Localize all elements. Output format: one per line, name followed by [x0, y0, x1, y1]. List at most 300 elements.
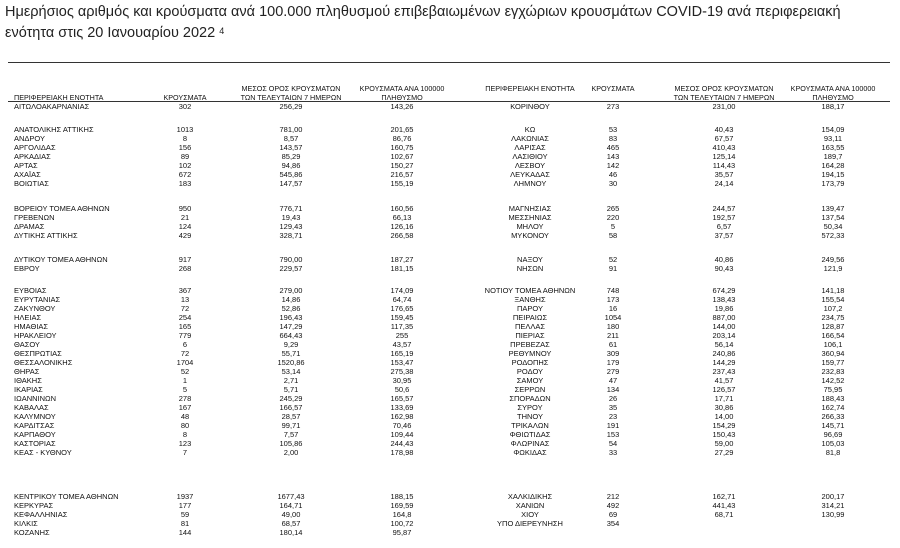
right-cell-avg7: 19,86 [714, 304, 734, 313]
right-cell-per100k: 154,09 [821, 125, 845, 134]
right-cell-per100k: 142,52 [821, 376, 845, 385]
right-cell-cases: 142 [606, 161, 620, 170]
right-cell-per100k: 137,54 [821, 213, 845, 222]
left-cell-cases: 13 [180, 295, 190, 304]
left-cell-cases: 1 [182, 376, 188, 385]
right-cell-avg7: 231,00 [712, 102, 736, 111]
left-cell-avg7: 256,29 [279, 102, 303, 111]
left-cell-cases: 779 [178, 331, 192, 340]
right-cell-avg7: 41,57 [714, 376, 734, 385]
right-cell-avg7: 237,43 [712, 367, 736, 376]
left-cell-cases: 183 [178, 179, 192, 188]
right-cell-cases: 134 [606, 385, 620, 394]
right-cell-region: ΠΡΕΒΕΖΑΣ [510, 340, 550, 349]
right-cell-avg7: 90,43 [714, 264, 734, 273]
right-cell-avg7: 126,57 [712, 385, 736, 394]
right-cell-region: ΛΗΜΝΟΥ [513, 179, 547, 188]
right-cell-region: ΝΟΤΙΟΥ ΤΟΜΕΑ ΑΘΗΝΩΝ [484, 286, 576, 295]
left-cell-avg7: 164,71 [279, 501, 303, 510]
left-cell-region: ΘΕΣΠΡΩΤΙΑΣ [14, 349, 62, 358]
left-cell-avg7: 7,57 [283, 430, 299, 439]
left-cell-region: ΘΗΡΑΣ [14, 367, 40, 376]
right-cell-avg7: 37,57 [714, 231, 734, 240]
left-cell-per100k: 162,98 [390, 412, 414, 421]
right-cell-region: ΤΡΙΚΑΛΩΝ [511, 421, 549, 430]
left-cell-per100k: 181,15 [390, 264, 414, 273]
left-cell-region: ΘΕΣΣΑΛΟΝΙΚΗΣ [14, 358, 73, 367]
right-cell-region: ΜΥΚΟΝΟΥ [511, 231, 549, 240]
left-cell-avg7: 279,00 [279, 286, 303, 295]
left-cell-avg7: 328,71 [279, 231, 303, 240]
right-cell-cases: 33 [608, 448, 618, 457]
left-cell-region: ΚΟΖΑΝΗΣ [14, 528, 50, 537]
left-cell-per100k: 126,16 [390, 222, 414, 231]
right-cell-cases: 279 [606, 367, 620, 376]
left-cell-avg7: 196,43 [279, 313, 303, 322]
left-cell-region: ΘΑΣΟΥ [14, 340, 40, 349]
right-cell-cases: 35 [608, 403, 618, 412]
right-cell-per100k: 75,95 [823, 385, 843, 394]
left-cell-region: ΙΚΑΡΙΑΣ [14, 385, 43, 394]
right-cell-region: ΦΘΙΩΤΙΔΑΣ [509, 430, 551, 439]
left-cell-per100k: 64,74 [392, 295, 412, 304]
right-cell-cases: 5 [610, 222, 616, 231]
left-cell-per100k: 188,15 [390, 492, 414, 501]
left-cell-region: ΕΥΒΟΙΑΣ [14, 286, 47, 295]
right-cell-region: ΛΑΣΙΘΙΟΥ [512, 152, 548, 161]
left-cell-per100k: 102,67 [390, 152, 414, 161]
left-cell-avg7: 781,00 [279, 125, 303, 134]
left-cell-per100k: 95,87 [392, 528, 412, 537]
right-cell-avg7: 40,43 [714, 125, 734, 134]
left-cell-cases: 8 [182, 134, 188, 143]
right-cell-per100k: 232,83 [821, 367, 845, 376]
right-cell-region: ΡΟΔΟΥ [516, 367, 544, 376]
left-cell-cases: 80 [180, 421, 190, 430]
left-cell-per100k: 43,57 [392, 340, 412, 349]
right-cell-cases: 173 [606, 295, 620, 304]
right-cell-region: ΡΟΔΟΠΗΣ [511, 358, 549, 367]
left-cell-region: ΚΙΛΚΙΣ [14, 519, 38, 528]
left-cell-per100k: 159,45 [390, 313, 414, 322]
left-cell-avg7: 2,00 [283, 448, 299, 457]
left-cell-per100k: 153,47 [390, 358, 414, 367]
left-cell-avg7: 85,29 [281, 152, 301, 161]
right-cell-avg7: 162,71 [712, 492, 736, 501]
left-cell-avg7: 55,71 [281, 349, 301, 358]
right-cell-cases: 354 [606, 519, 620, 528]
right-cell-cases: 83 [608, 134, 618, 143]
left-cell-region: ΒΟΡΕΙΟΥ ΤΟΜΕΑ ΑΘΗΝΩΝ [14, 204, 110, 213]
right-cell-avg7: 17,71 [714, 394, 734, 403]
left-cell-per100k: 86,76 [392, 134, 412, 143]
left-cell-region: ΑΧΑΪΑΣ [14, 170, 41, 179]
left-cell-per100k: 165,19 [390, 349, 414, 358]
right-cell-per100k: 249,56 [821, 255, 845, 264]
left-cell-avg7: 2,71 [283, 376, 299, 385]
left-cell-avg7: 53,14 [281, 367, 301, 376]
left-cell-per100k: 216,57 [390, 170, 414, 179]
left-cell-cases: 429 [178, 231, 192, 240]
right-cell-cases: 179 [606, 358, 620, 367]
right-cell-region: ΚΩ [524, 125, 536, 134]
right-cell-cases: 153 [606, 430, 620, 439]
left-cell-region: ΕΒΡΟΥ [14, 264, 40, 273]
left-cell-cases: 6 [182, 340, 188, 349]
left-cell-avg7: 776,71 [279, 204, 303, 213]
left-header-avg7-line1: ΜΕΣΟΣ ΟΡΟΣ ΚΡΟΥΣΜΑΤΩΝ [241, 84, 341, 93]
left-cell-cases: 167 [178, 403, 192, 412]
left-cell-cases: 1937 [176, 492, 194, 501]
right-header-avg7-line1: ΜΕΣΟΣ ΟΡΟΣ ΚΡΟΥΣΜΑΤΩΝ [674, 84, 774, 93]
left-cell-cases: 5 [182, 385, 188, 394]
right-cell-cases: 69 [608, 510, 618, 519]
left-cell-per100k: 165,57 [390, 394, 414, 403]
left-cell-cases: 72 [180, 304, 190, 313]
left-cell-region: ΚΕΝΤΡΙΚΟΥ ΤΟΜΕΑ ΑΘΗΝΩΝ [14, 492, 119, 501]
right-cell-per100k: 50,34 [823, 222, 843, 231]
right-cell-avg7: 24,14 [714, 179, 734, 188]
left-header-cases: ΚΡΟΥΣΜΑΤΑ [163, 93, 207, 102]
left-cell-cases: 917 [178, 255, 192, 264]
right-cell-per100k: 163,55 [821, 143, 845, 152]
left-cell-region: ΗΡΑΚΛΕΙΟΥ [14, 331, 57, 340]
left-header-per100k-line2: ΠΛΗΘΥΣΜΟ [381, 93, 423, 102]
right-cell-cases: 220 [606, 213, 620, 222]
left-cell-region: ΚΑΡΔΙΤΣΑΣ [14, 421, 55, 430]
right-cell-avg7: 887,00 [712, 313, 736, 322]
left-cell-per100k: 100,72 [390, 519, 414, 528]
right-cell-avg7: 244,57 [712, 204, 736, 213]
right-cell-avg7: 154,29 [712, 421, 736, 430]
left-cell-per100k: 30,95 [392, 376, 412, 385]
right-cell-region: ΡΕΘΥΜΝΟΥ [508, 349, 552, 358]
right-cell-cases: 143 [606, 152, 620, 161]
left-cell-avg7: 49,00 [281, 510, 301, 519]
right-cell-region: ΥΠΟ ΔΙΕΡΕΥΝΗΣΗ [497, 519, 563, 528]
left-cell-per100k: 164,8 [392, 510, 412, 519]
right-cell-region: ΛΕΣΒΟΥ [514, 161, 546, 170]
right-cell-avg7: 144,29 [712, 358, 736, 367]
right-cell-cases: 26 [608, 394, 618, 403]
right-cell-cases: 211 [607, 331, 619, 340]
right-cell-region: ΛΑΡΙΣΑΣ [514, 143, 546, 152]
right-cell-avg7: 150,43 [712, 430, 736, 439]
right-cell-per100k: 107,2 [823, 304, 843, 313]
left-cell-region: ΑΡΤΑΣ [14, 161, 38, 170]
left-cell-avg7: 99,71 [281, 421, 301, 430]
left-cell-cases: 123 [178, 439, 192, 448]
right-cell-per100k: 166,54 [821, 331, 845, 340]
right-cell-per100k: 96,69 [823, 430, 843, 439]
right-cell-region: ΤΗΝΟΥ [516, 412, 543, 421]
left-cell-region: ΔΥΤΙΚΟΥ ΤΟΜΕΑ ΑΘΗΝΩΝ [14, 255, 108, 264]
left-cell-cases: 268 [178, 264, 192, 273]
right-cell-avg7: 441,43 [712, 501, 736, 510]
right-cell-avg7: 6,57 [716, 222, 732, 231]
right-cell-region: ΠΑΡΟΥ [516, 304, 543, 313]
right-cell-per100k: 189,7 [823, 152, 843, 161]
right-cell-cases: 191 [606, 421, 620, 430]
left-cell-cases: 7 [182, 448, 188, 457]
right-cell-avg7: 35,57 [714, 170, 734, 179]
right-cell-cases: 53 [608, 125, 618, 134]
right-header-avg7-line2: ΤΩΝ ΤΕΛΕΥΤΑΙΩΝ 7 ΗΜΕΡΩΝ [673, 93, 775, 102]
left-cell-region: ΔΥΤΙΚΗΣ ΑΤΤΙΚΗΣ [14, 231, 78, 240]
right-cell-region: ΦΛΩΡΙΝΑΣ [510, 439, 550, 448]
right-cell-region: ΣΠΟΡΑΔΩΝ [509, 394, 551, 403]
right-cell-cases: 309 [606, 349, 620, 358]
right-cell-avg7: 40,86 [714, 255, 734, 264]
left-cell-cases: 1013 [176, 125, 194, 134]
left-cell-avg7: 8,57 [283, 134, 299, 143]
left-cell-cases: 144 [178, 528, 192, 537]
right-cell-avg7: 68,71 [714, 510, 734, 519]
left-cell-per100k: 160,56 [390, 204, 414, 213]
left-cell-region: ΚΕΦΑΛΛΗΝΙΑΣ [14, 510, 68, 519]
left-cell-avg7: 1520,86 [277, 358, 305, 367]
title-text: Ημερήσιος αριθμός και κρούσματα ανά 100.000 πληθυσμού επιβεβαιωμένων εγχώριων κρουσμάτων COVID-19 ανά περιφερειακή ενότητα στις 20 Ιανουαρίου 2022 [5, 4, 841, 41]
left-cell-region: ΗΜΑΘΙΑΣ [14, 322, 49, 331]
right-cell-per100k: 155,54 [821, 295, 845, 304]
right-cell-region: ΠΙΕΡΙΑΣ [515, 331, 545, 340]
right-cell-cases: 54 [608, 439, 618, 448]
left-cell-cases: 89 [180, 152, 190, 161]
left-cell-avg7: 5,71 [283, 385, 299, 394]
left-cell-per100k: 117,35 [390, 322, 414, 331]
right-cell-per100k: 162,74 [821, 403, 845, 412]
left-cell-per100k: 169,59 [390, 501, 414, 510]
left-cell-region: ΕΥΡΥΤΑΝΙΑΣ [14, 295, 61, 304]
right-cell-cases: 52 [608, 255, 618, 264]
right-cell-avg7: 59,00 [714, 439, 734, 448]
right-cell-per100k: 130,99 [821, 510, 845, 519]
right-cell-per100k: 141,18 [821, 286, 845, 295]
right-cell-per100k: 139,47 [821, 204, 845, 213]
left-cell-cases: 672 [178, 170, 192, 179]
right-cell-cases: 46 [608, 170, 618, 179]
right-cell-per100k: 93,11 [823, 134, 843, 143]
right-cell-cases: 16 [608, 304, 618, 313]
right-cell-avg7: 144,00 [712, 322, 736, 331]
right-cell-region: ΚΟΡΙΝΘΟΥ [510, 102, 550, 111]
left-cell-region: ΖΑΚΥΝΘΟΥ [14, 304, 56, 313]
left-cell-cases: 367 [178, 286, 192, 295]
right-cell-avg7: 27,29 [714, 448, 734, 457]
left-cell-avg7: 19,43 [281, 213, 301, 222]
left-cell-per100k: 133,69 [390, 403, 414, 412]
left-cell-region: ΑΝΑΤΟΛΙΚΗΣ ΑΤΤΙΚΗΣ [14, 125, 94, 134]
left-cell-avg7: 9,29 [283, 340, 299, 349]
right-cell-per100k: 173,79 [821, 179, 845, 188]
left-cell-avg7: 147,57 [279, 179, 303, 188]
left-cell-region: ΑΝΔΡΟΥ [14, 134, 46, 143]
left-cell-cases: 1704 [176, 358, 194, 367]
right-cell-region: ΜΗΛΟΥ [516, 222, 544, 231]
right-cell-cases: 748 [606, 286, 620, 295]
right-cell-region: ΞΑΝΘΗΣ [514, 295, 546, 304]
right-cell-region: ΣΑΜΟΥ [516, 376, 544, 385]
left-header-avg7-line2: ΤΩΝ ΤΕΛΕΥΤΑΙΩΝ 7 ΗΜΕΡΩΝ [240, 93, 342, 102]
right-cell-per100k: 572,33 [821, 231, 845, 240]
left-cell-avg7: 245,29 [279, 394, 303, 403]
right-cell-region: ΧΑΝΙΩΝ [515, 501, 545, 510]
right-cell-avg7: 203,14 [712, 331, 736, 340]
left-cell-per100k: 178,98 [390, 448, 414, 457]
left-cell-per100k: 266,58 [390, 231, 414, 240]
right-cell-region: ΜΕΣΣΗΝΙΑΣ [508, 213, 552, 222]
right-cell-per100k: 145,71 [821, 421, 845, 430]
right-cell-region: ΛΕΥΚΑΔΑΣ [510, 170, 550, 179]
left-cell-per100k: 150,27 [390, 161, 414, 170]
right-cell-region: ΠΕΙΡΑΙΩΣ [512, 313, 548, 322]
right-cell-avg7: 56,14 [714, 340, 734, 349]
right-cell-avg7: 30,86 [714, 403, 734, 412]
right-cell-per100k: 360,94 [821, 349, 845, 358]
left-cell-avg7: 147,29 [279, 322, 303, 331]
left-cell-cases: 48 [180, 412, 190, 421]
right-header-per100k-line2: ΠΛΗΘΥΣΜΟ [812, 93, 854, 102]
right-cell-avg7 [655, 519, 793, 528]
right-cell-per100k: 128,87 [821, 322, 845, 331]
left-cell-cases: 72 [180, 349, 190, 358]
left-header-region: ΠΕΡΙΦΕΡΕΙΑΚΗ ΕΝΟΤΗΤΑ [14, 93, 104, 102]
right-cell-cases: 492 [606, 501, 620, 510]
right-cell-avg7: 192,57 [712, 213, 736, 222]
right-cell-cases: 273 [606, 102, 620, 111]
left-cell-region: ΚΑΣΤΟΡΙΑΣ [14, 439, 56, 448]
left-cell-avg7: 229,57 [279, 264, 303, 273]
right-cell-region: ΣΕΡΡΩΝ [514, 385, 546, 394]
left-cell-avg7: 52,86 [281, 304, 301, 313]
left-cell-avg7: 143,57 [279, 143, 303, 152]
left-cell-cases: 8 [182, 430, 188, 439]
left-cell-cases: 21 [180, 213, 190, 222]
right-cell-per100k: 234,75 [821, 313, 845, 322]
left-cell-region: ΙΩΑΝΝΙΝΩΝ [14, 394, 57, 403]
left-cell-cases: 81 [180, 519, 190, 528]
left-cell-region: ΗΛΕΙΑΣ [14, 313, 42, 322]
right-cell-per100k [778, 519, 888, 528]
right-cell-per100k: 194,15 [821, 170, 845, 179]
right-cell-per100k: 106,1 [823, 340, 843, 349]
right-cell-per100k: 188,17 [821, 102, 845, 111]
left-cell-per100k: 176,65 [390, 304, 414, 313]
right-cell-avg7: 674,29 [712, 286, 736, 295]
right-cell-region: ΧΑΛΚΙΔΙΚΗΣ [507, 492, 553, 501]
left-cell-per100k: 255 [395, 331, 409, 340]
left-cell-per100k: 66,13 [392, 213, 412, 222]
right-cell-region: ΜΑΓΝΗΣΙΑΣ [508, 204, 552, 213]
left-cell-cases: 950 [178, 204, 192, 213]
right-cell-per100k: 314,21 [821, 501, 845, 510]
right-cell-avg7: 138,43 [712, 295, 736, 304]
left-cell-avg7: 94,86 [281, 161, 301, 170]
left-cell-per100k: 50,6 [394, 385, 410, 394]
left-cell-cases: 177 [178, 501, 192, 510]
right-cell-avg7: 410,43 [712, 143, 736, 152]
right-cell-cases: 1054 [604, 313, 622, 322]
left-cell-per100k: 174,09 [390, 286, 414, 295]
left-cell-cases: 59 [180, 510, 190, 519]
right-cell-per100k: 121,9 [823, 264, 843, 273]
left-cell-avg7: 180,14 [279, 528, 303, 537]
left-cell-avg7: 1677,43 [277, 492, 305, 501]
left-cell-region: ΓΡΕΒΕΝΩΝ [14, 213, 55, 222]
right-cell-cases: 58 [608, 231, 618, 240]
document-title [5, 2, 885, 44]
right-cell-region: ΠΕΛΛΑΣ [514, 322, 546, 331]
left-cell-cases: 254 [178, 313, 192, 322]
left-cell-per100k: 160,75 [390, 143, 414, 152]
left-cell-avg7: 105,86 [279, 439, 303, 448]
left-cell-avg7: 28,57 [281, 412, 301, 421]
right-cell-cases: 465 [606, 143, 620, 152]
left-cell-cases: 156 [178, 143, 192, 152]
table-top-rule [8, 62, 890, 63]
right-cell-cases: 180 [606, 322, 620, 331]
left-cell-avg7: 545,86 [279, 170, 303, 179]
right-cell-avg7: 125,14 [712, 152, 736, 161]
left-cell-region: ΚΕΑΣ - ΚΥΘΝΟΥ [14, 448, 72, 457]
right-cell-region: ΣΥΡΟΥ [517, 403, 543, 412]
left-cell-avg7: 790,00 [279, 255, 303, 264]
left-cell-per100k: 109,44 [390, 430, 414, 439]
right-cell-region: ΦΩΚΙΔΑΣ [513, 448, 547, 457]
title-footnote: 4 [219, 26, 225, 36]
left-cell-per100k: 70,46 [392, 421, 412, 430]
right-cell-cases: 61 [608, 340, 618, 349]
left-cell-region: ΚΑΡΠΑΘΟΥ [14, 430, 56, 439]
right-cell-avg7: 14,00 [714, 412, 734, 421]
right-cell-cases: 91 [608, 264, 618, 273]
right-cell-per100k: 81,8 [825, 448, 841, 457]
left-cell-cases: 165 [178, 322, 192, 331]
left-cell-cases: 52 [180, 367, 190, 376]
left-cell-region: ΑΙΤΩΛΟΑΚΑΡΝΑΝΙΑΣ [14, 102, 90, 111]
right-cell-cases: 30 [608, 179, 618, 188]
left-cell-avg7: 129,43 [279, 222, 303, 231]
left-cell-region: ΙΘΑΚΗΣ [14, 376, 42, 385]
left-cell-region: ΑΡΚΑΔΙΑΣ [14, 152, 51, 161]
left-cell-avg7: 14,86 [281, 295, 301, 304]
right-cell-per100k: 200,17 [821, 492, 845, 501]
right-cell-cases: 47 [608, 376, 618, 385]
right-header-region: ΠΕΡΙΦΕΡΕΙΑΚΗ ΕΝΟΤΗΤΑ [485, 84, 575, 93]
left-cell-region: ΚΑΒΑΛΑΣ [14, 403, 49, 412]
right-cell-cases: 23 [608, 412, 618, 421]
left-cell-region: ΚΑΛΥΜΝΟΥ [14, 412, 56, 421]
left-header-per100k-line1: ΚΡΟΥΣΜΑΤΑ ΑΝΑ 100000 [359, 84, 445, 93]
left-cell-cases: 278 [178, 394, 192, 403]
right-cell-region: ΧΙΟΥ [521, 510, 539, 519]
left-cell-per100k: 155,19 [390, 179, 414, 188]
left-cell-cases: 124 [178, 222, 192, 231]
left-cell-per100k: 187,27 [390, 255, 414, 264]
right-cell-per100k: 105,03 [821, 439, 845, 448]
right-cell-region: ΛΑΚΩΝΙΑΣ [511, 134, 549, 143]
right-cell-avg7: 240,86 [712, 349, 736, 358]
right-header-cases: ΚΡΟΥΣΜΑΤΑ [591, 84, 635, 93]
left-cell-cases: 302 [178, 102, 192, 111]
left-cell-avg7: 166,57 [279, 403, 303, 412]
right-header-per100k-line1: ΚΡΟΥΣΜΑΤΑ ΑΝΑ 100000 [790, 84, 876, 93]
left-cell-region: ΑΡΓΟΛΙΔΑΣ [14, 143, 56, 152]
left-cell-per100k: 275,38 [390, 367, 414, 376]
left-cell-region: ΒΟΙΩΤΙΑΣ [14, 179, 49, 188]
right-cell-per100k: 266,33 [821, 412, 845, 421]
left-cell-avg7: 68,57 [281, 519, 301, 528]
